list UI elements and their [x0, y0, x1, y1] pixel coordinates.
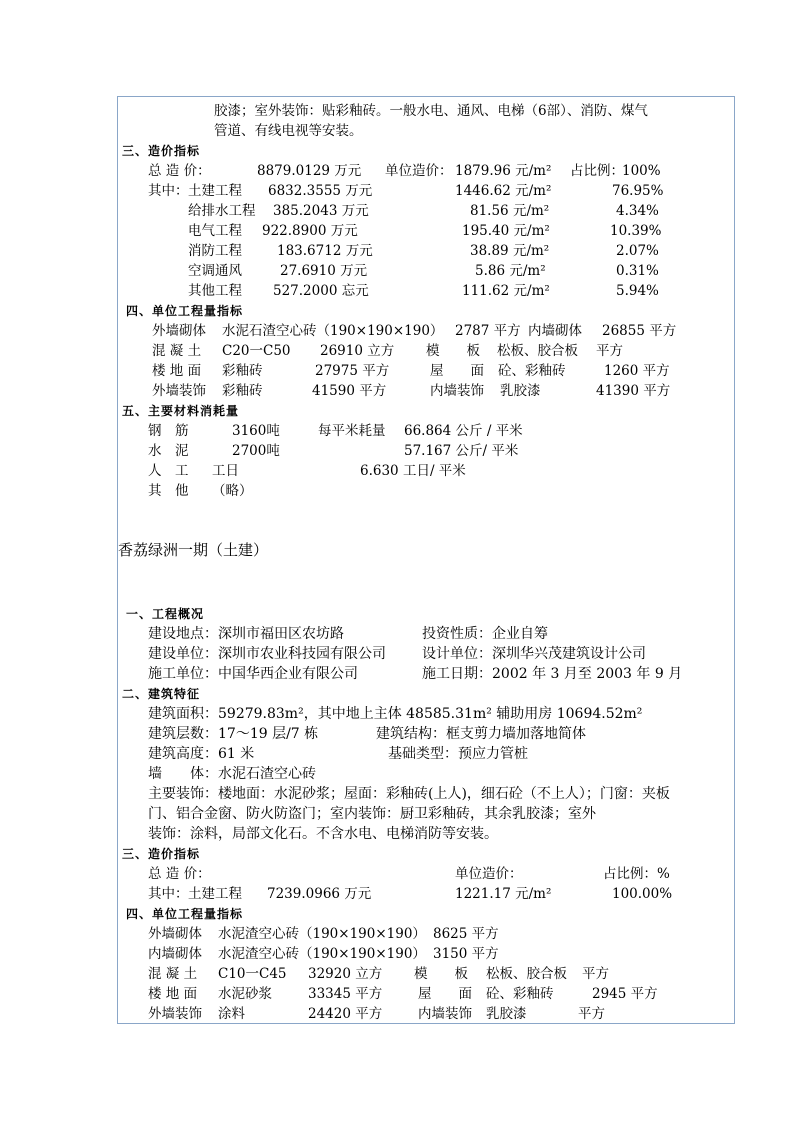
feature-finish-3: 装饰：涂料，局部文化石。不含水电、电梯消防等安装。 — [148, 826, 498, 842]
feature-finish-1: 主要装饰：楼地面：水泥砂浆；屋面：彩釉砖(上人)，细石砼（不上人）；门窗：夹板 — [148, 786, 670, 802]
cost-row-pct: 76.95% — [612, 183, 664, 199]
feature-height: 建筑高度：61 米 — [148, 746, 255, 762]
quantities-heading: 四、单位工程量指标 — [126, 304, 244, 318]
qty-material: 彩釉砖 — [222, 363, 263, 379]
finish-line-1: 胶漆；室外装饰：贴彩釉砖。一般水电、通风、电梯（6部）、消防、煤气 — [214, 103, 648, 119]
qty-value: 27975 平方 — [315, 363, 390, 379]
share-label: 占比例： — [570, 163, 624, 179]
qty-label: 屋 面 — [418, 986, 472, 1002]
qty-label: 混 凝 土 — [152, 343, 202, 359]
material-rate: 66.864 公斤 / 平米 — [404, 423, 523, 439]
cost-heading: 三、造价指标 — [122, 847, 201, 861]
qty-value: 32920 立方 — [308, 966, 383, 982]
qty-material: 乳胶漆 — [486, 1006, 527, 1022]
overview-heading: 一、工程概况 — [126, 607, 205, 621]
cost-row-amount: 922.8900 万元 — [262, 223, 358, 239]
qty-label: 内墙装饰 — [418, 1006, 472, 1022]
cost-row-name: 其他工程 — [188, 283, 242, 299]
material-rate-label: 每平米耗量 — [318, 423, 386, 439]
material-amount: （略） — [212, 483, 253, 499]
cost-row-name: 消防工程 — [188, 243, 242, 259]
qty-value: 41390 平方 — [596, 383, 671, 399]
qty-material: 砼、彩釉砖 — [498, 363, 566, 379]
feature-floors: 建筑层数：17〜19 层/7 栋 — [148, 726, 319, 742]
qty-value: 33345 平方 — [308, 986, 383, 1002]
quantities-heading: 四、单位工程量指标 — [126, 907, 244, 921]
cost-row-unit: 5.86 元/m² — [475, 263, 546, 279]
cost-row-pct: 4.34% — [616, 203, 659, 219]
cost-row-pct: 10.39% — [610, 223, 662, 239]
qty-material: 松板、胶合板 — [486, 966, 567, 982]
share-label: 占比例：% — [603, 866, 670, 882]
cost-row-amount: 527.2000 忘元 — [273, 283, 369, 299]
qty-material: 水泥渣空心砖（190×190×190） — [218, 926, 426, 942]
cost-row-amount: 183.6712 万元 — [277, 243, 373, 259]
cost-row-pct: 0.31% — [616, 263, 659, 279]
cost-row-unit: 111.62 元/m² — [462, 283, 550, 299]
cost-row-amount: 385.2043 万元 — [273, 203, 369, 219]
of-label: 其中： — [148, 886, 189, 902]
qty-material: 彩釉砖 — [222, 383, 263, 399]
material-label: 其 他 — [148, 483, 189, 499]
feature-foundation: 基础类型：预应力管桩 — [388, 746, 528, 762]
qty-label: 内墙砌体 — [148, 946, 202, 962]
unit-cost-value: 1879.96 元/m² — [455, 163, 552, 179]
qty-value: 26855 平方 — [602, 323, 677, 339]
material-label: 钢 筋 — [148, 423, 189, 439]
qty-material: 松板、胶合板 — [497, 343, 578, 359]
qty-label: 外墙砌体 — [152, 323, 206, 339]
qty-material: 水泥渣空心砖（190×190×190） — [218, 946, 426, 962]
qty-label: 外墙装饰 — [148, 1006, 202, 1022]
of-label: 其中： — [148, 183, 189, 199]
total-cost-label: 总 造 价： — [148, 163, 211, 179]
cost-row-amount: 6832.3555 万元 — [268, 183, 373, 199]
qty-label: 外墙装饰 — [152, 383, 206, 399]
material-label: 人 工 — [148, 463, 189, 479]
qty-material: 涂料 — [218, 1006, 245, 1022]
cost-row-name: 电气工程 — [188, 223, 242, 239]
unit-cost-label: 单位造价： — [455, 866, 523, 882]
project-title: 香荔绿洲一期（土建） — [118, 541, 269, 559]
qty-label: 内墙装饰 — [430, 383, 484, 399]
cost-row-name: 土建工程 — [188, 886, 242, 902]
cost-row-unit: 1446.62 元/m² — [455, 183, 552, 199]
qty-value: 8625 平方 — [433, 926, 499, 942]
material-label: 水 泥 — [148, 443, 189, 459]
cost-row-amount: 27.6910 万元 — [280, 263, 368, 279]
cost-row-name: 给排水工程 — [188, 203, 256, 219]
feature-structure: 建筑结构：框支剪力墙加落地简体 — [376, 726, 586, 742]
qty-value: 24420 平方 — [308, 1006, 383, 1022]
qty-material: 水泥石渣空心砖（190×190×190） — [222, 323, 444, 339]
qty-value: 2945 平方 — [592, 986, 658, 1002]
total-cost-label: 总 造 价： — [148, 866, 211, 882]
overview-item: 施工单位：中国华西企业有限公司 — [148, 666, 358, 682]
overview-item: 建设单位：深圳市农业科技园有限公司 — [148, 646, 386, 662]
material-rate: 57.167 公斤/ 平米 — [404, 443, 519, 459]
cost-row-pct: 2.07% — [616, 243, 659, 259]
qty-value: 3150 平方 — [433, 946, 499, 962]
qty-value: 26910 立方 — [320, 343, 395, 359]
cost-row-unit: 195.40 元/m² — [462, 223, 550, 239]
cost-row-pct: 100.00% — [612, 886, 673, 902]
material-rate: 6.630 工日/ 平米 — [360, 463, 466, 479]
material-amount: 工日 — [212, 463, 239, 479]
finish-line-2: 管道、有线电视等安装。 — [214, 123, 363, 139]
qty-label: 屋 面 — [430, 363, 484, 379]
qty-label: 内墙砌体 — [528, 323, 582, 339]
qty-label: 模 板 — [426, 343, 480, 359]
qty-label: 楼 地 面 — [148, 986, 198, 1002]
cost-row-pct: 5.94% — [616, 283, 659, 299]
share-value: 100% — [622, 163, 661, 179]
qty-value: 1260 平方 — [604, 363, 670, 379]
feature-wall: 墙 体：水泥石渣空心砖 — [148, 766, 316, 782]
features-heading: 二、建筑特征 — [122, 687, 201, 701]
feature-area: 建筑面积：59279.83m²，其中地上主体 48585.31m² 辅助用房 10694.52m² — [148, 706, 643, 722]
cost-row-unit: 1221.17 元/m² — [455, 886, 552, 902]
overview-item: 设计单位：深圳华兴茂建筑设计公司 — [422, 646, 646, 662]
qty-material: 水泥砂浆 — [218, 986, 272, 1002]
qty-value: 2787 平方 — [455, 323, 521, 339]
qty-label: 楼 地 面 — [152, 363, 202, 379]
cost-heading: 三、造价指标 — [122, 144, 201, 158]
qty-material: 砼、彩釉砖 — [486, 986, 554, 1002]
overview-item: 投资性质：企业自筹 — [422, 626, 548, 642]
qty-material: 乳胶漆 — [500, 383, 541, 399]
qty-value: 平方 — [578, 1006, 605, 1022]
qty-material: C20一C50 — [222, 343, 291, 359]
qty-value: 平方 — [596, 343, 623, 359]
qty-label: 混 凝 土 — [148, 966, 198, 982]
feature-finish-2: 门、铝合金窗、防火防盗门；室内装饰：厨卫彩釉砖，其余乳胶漆；室外 — [148, 806, 596, 822]
qty-value: 41590 平方 — [312, 383, 387, 399]
material-amount: 3160吨 — [232, 423, 280, 439]
cost-row-name: 空调通风 — [188, 263, 242, 279]
material-amount: 2700吨 — [232, 443, 280, 459]
total-cost-value: 8879.0129 万元 — [257, 163, 362, 179]
qty-label: 模 板 — [414, 966, 468, 982]
cost-row-name: 土建工程 — [188, 183, 242, 199]
overview-item: 建设地点：深圳市福田区农坊路 — [148, 626, 344, 642]
qty-label: 外墙砌体 — [148, 926, 202, 942]
unit-cost-label: 单位造价： — [385, 163, 453, 179]
overview-item: 施工日期：2002 年 3 月至 2003 年 9 月 — [422, 666, 683, 682]
materials-heading: 五、主要材料消耗量 — [122, 404, 240, 418]
cost-row-amount: 7239.0966 万元 — [267, 886, 372, 902]
qty-material: C10一C45 — [218, 966, 287, 982]
cost-row-unit: 38.89 元/m² — [470, 243, 550, 259]
cost-row-unit: 81.56 元/m² — [470, 203, 550, 219]
qty-value: 平方 — [582, 966, 609, 982]
